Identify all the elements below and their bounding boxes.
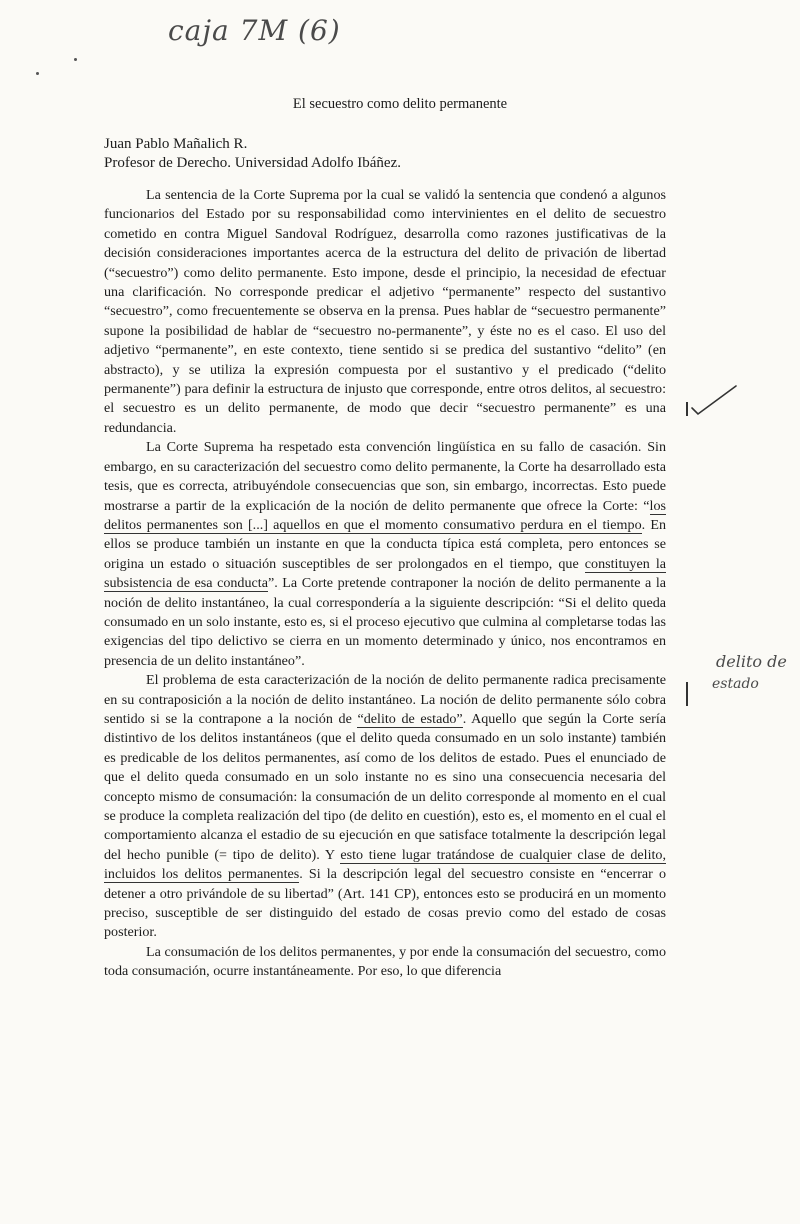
paragraph-2-text-a: La Corte Suprema ha respetado esta convención lingüística en su fallo de casación. Sin embargo, en su caracterización del secuestro como delito permanente, la Corte ha desarrollado esta tesis, que es correcta, atribuyéndole consecuencias que son, sin embargo, incorrectas. Esto puede mostrarse a partir de la explicación de la noción de delito permanente que ofrece la Corte: “ xyxy=(104,439,666,514)
paragraph-3-text-b: . Aquello que según la Corte sería distintivo de los delitos instantáneos (que el delito queda consumado en un solo instante) también es predicable de los delitos permanentes, así como de los delitos de estado. Pues el enunciado de que el delito queda consumado en un solo instante no es sino una consecuencia necesaria del concepto mismo de consumación: la consumación de un delito corresponde al momento en el cual se produce la completa realización del tipo (de delito en cuestión), esto es, el momento en el cual el comportamiento alcanza el estadio de su ejecución en que satisface totalmente la descripción legal del hecho punible (= tipo de delito). Y xyxy=(104,710,666,863)
paragraph-2-text-c: ”. La Corte pretende contraponer la noción de delito permanente a la noción de delito instantáneo, la cual correspondería a la siguiente descripción: “Si el delito queda consumado en un solo instante, esto es, si el proceso ejecutivo que culmina al completarse todas las exigencias del tipo delictivo se cierra en un momento determinado y único, nos encontramos en presencia de un delito instantáneo”. xyxy=(104,575,666,669)
paragraph-3-text-a: El problema de esta caracterización de la noción de delito permanente radica precisamente en su contraposición a la noción de delito instantáneo. La noción de delito permanente sólo cobra sentido si se la contrapone a la noción de xyxy=(104,672,666,727)
underlined-term: “delito de estado” xyxy=(357,710,463,727)
underlined-quote-2: constituyen la subsistencia de esa conducta xyxy=(104,555,667,592)
author-name: Juan Pablo Mañalich R. xyxy=(104,136,248,152)
author-block xyxy=(104,135,401,173)
margin-note-line-1: delito de xyxy=(716,652,787,671)
paragraph-3 xyxy=(104,671,666,943)
paragraph-4: La consumación de los delitos permanentes, y por ende la consumación del secuestro, como toda consumación, ocurre instantáneamente. Por eso, lo que diferencia xyxy=(104,943,666,980)
speck-dot xyxy=(36,72,39,75)
paragraph-2-text-b: . En ellos se produce también un instante en que la conducta típica está completa, pero entonces se origina un estado o situación susceptibles de ser prolongados en el tiempo, que xyxy=(104,516,667,572)
margin-note-line-2: estado xyxy=(712,676,759,692)
paragraph-1: La sentencia de la Corte Suprema por la cual se validó la sentencia que condenó a algunos funcionarios del Estado por su responsabilidad como intervinientes en el delito de secuestro cometido en contra Miguel Sandoval Rodríguez, desarrolla como razones justificativas de la decisión consideraciones importantes acerca de la estructura del delito de privación de libertad (“secuestro”) como delito permanente. Esto impone, desde el principio, la necesidad de efectuar una clarificación. No corresponde predicar el adjetivo “permanente” respecto del sustantivo “secuestro”, como frecuentemente se observa en la prensa. Pues hablar de “secuestro permanente” supone la posibilidad de hablar de “secuestro no-permanente”, y éste no es el caso. El uso del adjetivo “permanente”, en este contexto, tiene sentido si se predica del sustantivo “delito” (en abstracto), y se utiliza la expresión compuesta por el sustantivo y el predicado (“delito permanente”) para definir la estructura de injusto que corresponde, entre otros delitos, al secuestro: el secuestro es un delito permanente, de modo que decir “secuestro permanente” es una redundancia. xyxy=(104,187,666,436)
document-title: El secuestro como delito permanente xyxy=(292,96,508,112)
author-affiliation: Profesor de Derecho. Universidad Adolfo Ibáñez. xyxy=(104,155,401,171)
document-body xyxy=(104,186,666,982)
paragraph-2 xyxy=(104,438,666,671)
check-mark-icon xyxy=(690,382,740,418)
underlined-quote-1: los delitos permanentes son [...] aquellos en que el momento consumativo perdura en el tiempo xyxy=(104,497,666,533)
paragraph-3-text-c: . Si la descripción legal del secuestro consiste en “encerrar o detener a otro privándole de su libertad” (Art. 141 CP), entonces esto se producirá en un momento preciso, susceptible de ser distinguido del estado de cosas previo como del estado de cosas posterior. xyxy=(104,866,666,941)
handwritten-archive-label: caja 7M (6) xyxy=(168,14,341,47)
margin-bracket xyxy=(686,402,688,416)
speck-dot xyxy=(74,58,77,61)
margin-bracket xyxy=(686,682,688,706)
underlined-statement: esto tiene lugar tratándose de cualquier clase de delito, incluidos los delitos permanentes xyxy=(104,846,666,883)
